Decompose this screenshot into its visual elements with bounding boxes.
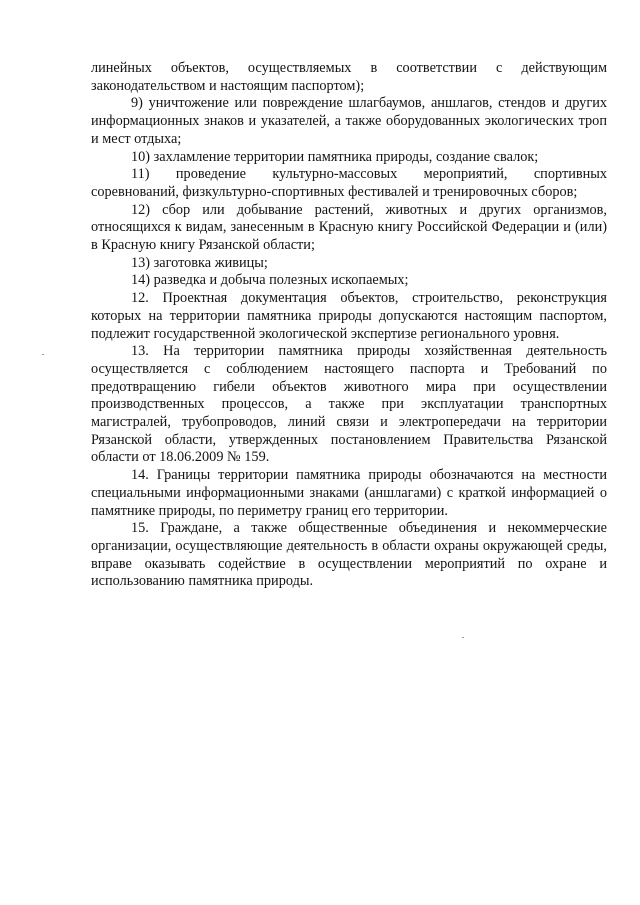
paragraph-item-14: 14) разведка и добыча полезных ископаемых; [131, 272, 409, 289]
paragraph-item-11: 11) проведение культурно-массовых мероприятий, спортивных соревнований, физкультурно-спортивных фестивалей и тренировочных сборов; [91, 166, 607, 200]
paragraph-section-15: 15. Граждане, а также общественные объединения и некоммерческие организации, осуществляющие деятельность в области охраны окружающей среды, вправе оказывать содействие в осуществлении мероприятий по охране и использованию памятника природы. [91, 520, 607, 590]
paragraph-item-9: 9) уничтожение или повреждение шлагбаумов, аншлагов, стендов и других информационных знаков и указателей, а также оборудованных экологических троп и мест отдыха; [91, 95, 607, 147]
paragraph-item-10: 10) захламление территории памятника природы, создание свалок; [131, 148, 539, 165]
scan-speck [42, 354, 44, 355]
paragraph-section-13: 13. На территории памятника природы хозяйственная деятельность осуществляется с соблюдением настоящего паспорта и Требований по предотвращению гибели объектов животного мира при осуществлении производственных процессов, а также при эксплуатации транспортных магистралей, трубопроводов, линий связи и электропередачи на территории Рязанской области, утвержденных постановлением Правительства Рязанской области от 18.06.2009 № 159. [91, 343, 607, 466]
paragraph-continuation: линейных объектов, осуществляемых в соответствии с действующим законодательством и настоящим паспортом); [91, 60, 607, 94]
paragraph-item-12: 12) сбор или добывание растений, животных и других организмов, относящихся к видам, занесенным в Красную книгу Российской Федерации и (или) в Красную книгу Рязанской области; [91, 201, 607, 254]
paragraph-section-14: 14. Границы территории памятника природы обозначаются на местности специальными информационными знаками (аншлагами) с краткой информацией о памятнике природы, по периметру границ его территории. [91, 467, 607, 519]
paragraph-section-12: 12. Проектная документация объектов, строительство, реконструкция которых на территории памятника природы допускаются настоящим паспортом, подлежит государственной экологической экспертизе регионального уровня. [91, 290, 607, 342]
document-body [91, 60, 607, 591]
paragraph-item-13: 13) заготовка живицы; [131, 254, 268, 271]
scan-speck [462, 637, 464, 638]
